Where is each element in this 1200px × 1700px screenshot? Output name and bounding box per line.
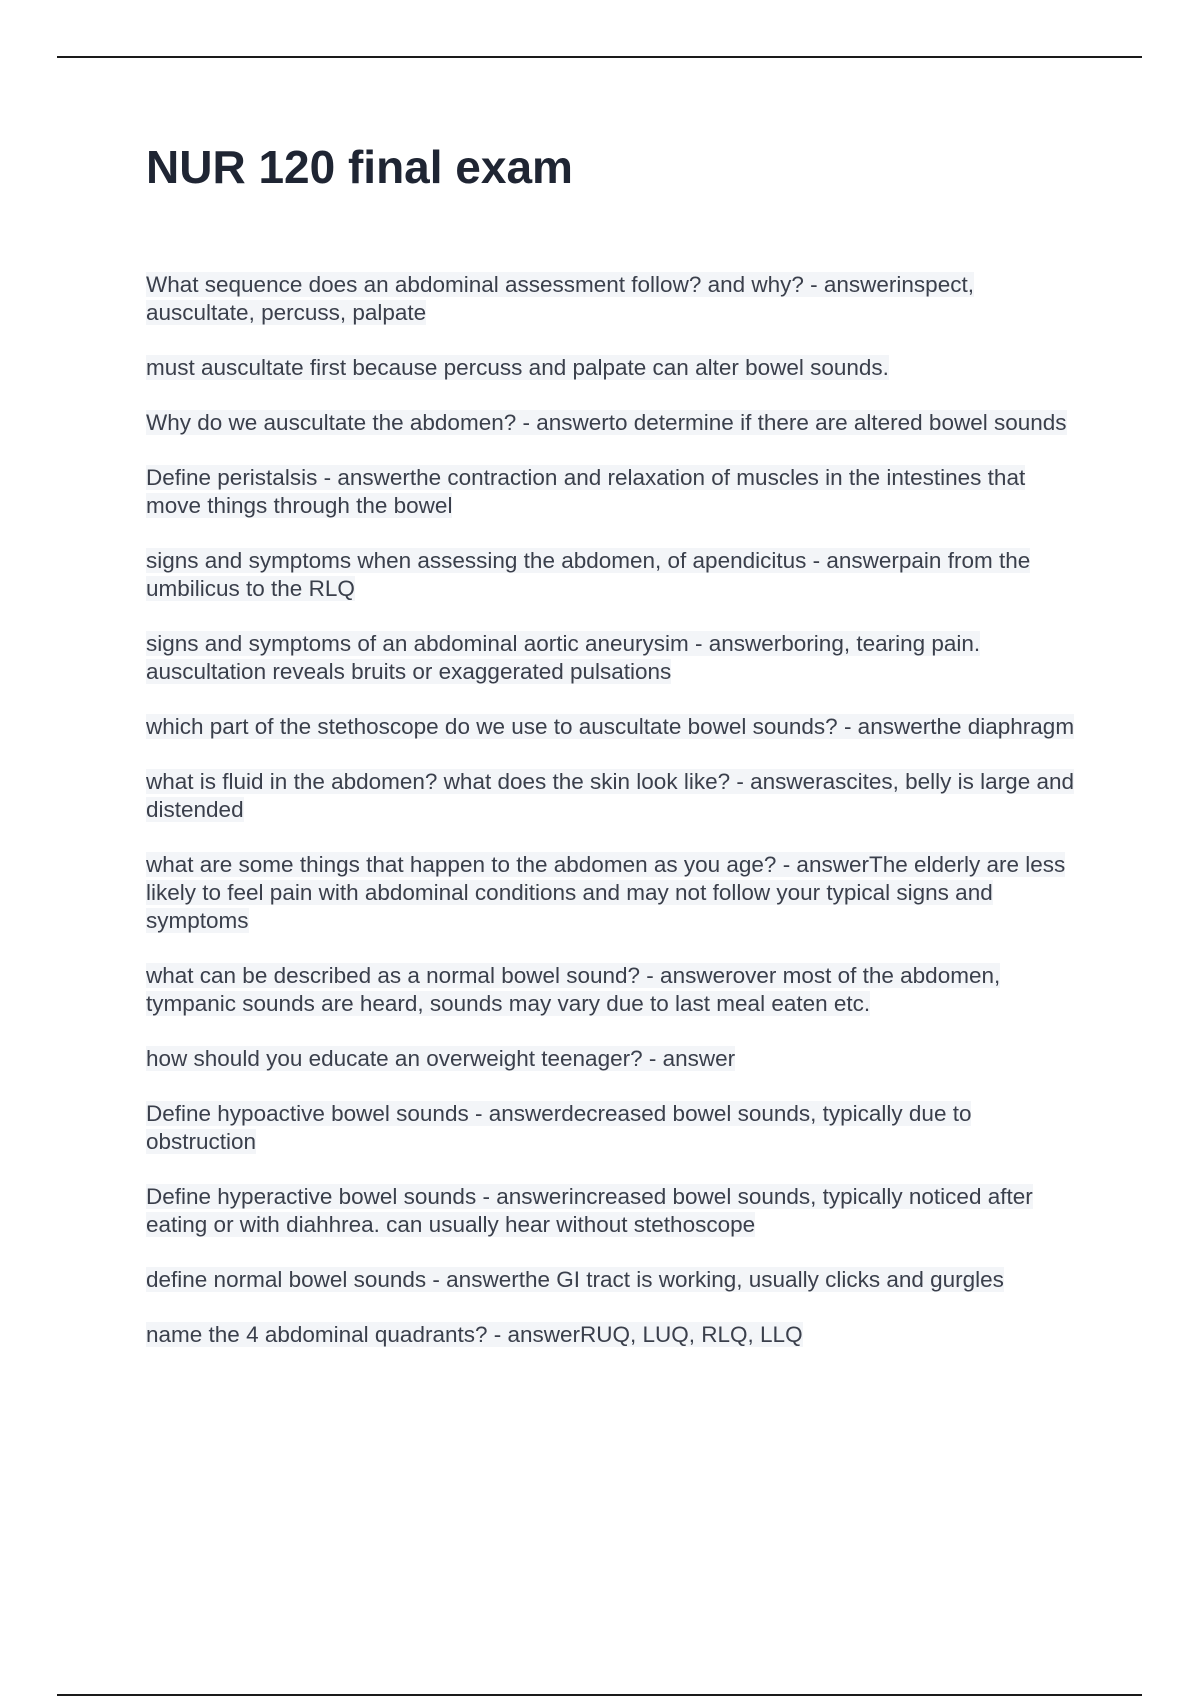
qa-item: Why do we auscultate the abdomen? - answerto determine if there are altered bowel sounds: [146, 410, 1067, 436]
qa-item: must auscultate first because percuss and palpate can alter bowel sounds.: [146, 355, 889, 381]
top-rule: [57, 56, 1142, 58]
qa-item: Define hyperactive bowel sounds - answerincreased bowel sounds, typically noticed after eating or with diahhrea. can usually hear without stethoscope: [146, 1184, 1033, 1238]
qa-item: how should you educate an overweight teenager? - answer: [146, 1046, 736, 1072]
document-title: NUR 120 final exam: [146, 141, 573, 193]
qa-item: signs and symptoms of an abdominal aortic aneurysim - answerboring, tearing pain. auscultation reveals bruits or exaggerated pulsations: [146, 631, 981, 685]
qa-item: signs and symptoms when assessing the abdomen, of apendicitus - answerpain from the umbilicus to the RLQ: [146, 548, 1031, 602]
bottom-rule: [57, 1694, 1142, 1696]
qa-item: Define hypoactive bowel sounds - answerdecreased bowel sounds, typically due to obstruction: [146, 1101, 972, 1155]
qa-item: what are some things that happen to the abdomen as you age? - answerThe elderly are less likely to feel pain with abdominal conditions and may not follow your typical signs and symptoms: [146, 852, 1066, 934]
qa-item: which part of the stethoscope do we use to auscultate bowel sounds? - answerthe diaphragm: [146, 714, 1075, 740]
document-body: [146, 140, 1086, 1376]
qa-item: name the 4 abdominal quadrants? - answerRUQ, LUQ, RLQ, LLQ: [146, 1322, 803, 1348]
qa-item: what can be described as a normal bowel sound? - answerover most of the abdomen, tympanic sounds are heard, sounds may vary due to last meal eaten etc.: [146, 963, 1001, 1017]
qa-item: what is fluid in the abdomen? what does the skin look like? - answerascites, belly is large and distended: [146, 769, 1075, 823]
qa-item: define normal bowel sounds - answerthe GI tract is working, usually clicks and gurgles: [146, 1267, 1004, 1293]
qa-item: What sequence does an abdominal assessment follow? and why? - answerinspect, auscultate, percuss, palpate: [146, 272, 974, 326]
qa-item: Define peristalsis - answerthe contraction and relaxation of muscles in the intestines that move things through the bowel: [146, 465, 1026, 519]
qa-list: [146, 271, 1086, 1349]
